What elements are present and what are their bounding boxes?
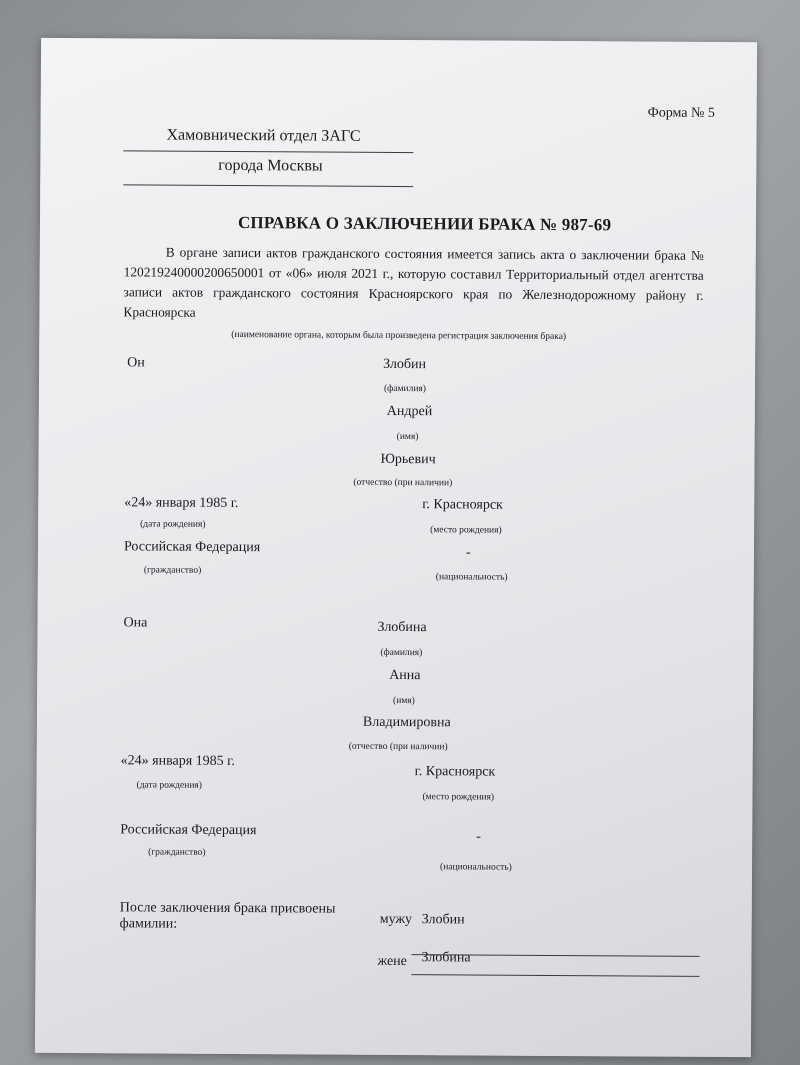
she-surname-caption: (фамилия) [380,647,423,659]
intro-paragraph [123,242,703,326]
husband-surname: Злобин [421,912,465,928]
he-name-caption: (имя) [396,432,419,443]
she-patronymic: Владимировна [362,714,451,731]
he-label: Он [127,355,145,371]
he-birth-place: г. Красноярск [422,497,503,513]
he-surname-caption: (фамилия) [383,383,426,395]
he-patronymic-caption: (отчество (при наличии) [353,477,453,489]
she-birth-place: г. Красноярск [414,764,496,780]
she-name-caption: (имя) [393,695,415,707]
registry-city-rule [123,184,413,187]
she-birth-date: «24» января 1985 г. [120,753,235,770]
he-birth-place-caption: (место рождения) [430,525,502,536]
wife-surname: Злобина [421,950,471,966]
after-marriage-label-line2: фамилии: [119,916,178,932]
husband-label: мужу [379,911,413,928]
she-surname: Злобина [377,619,427,636]
after-marriage-label [120,900,336,933]
he-citizenship: Российская Федерация [123,539,261,556]
he-name: Андрей [386,403,433,420]
he-citizenship-caption: (гражданство) [143,565,202,576]
registry-body-caption: (наименование органа, которым была произведена регистрация заключения брака) [231,329,567,343]
he-birth-date: «24» января 1985 г. [124,495,239,512]
she-name: Анна [389,667,421,684]
he-birth-date-caption: (дата рождения) [140,519,206,530]
registry-office-rule [123,150,413,153]
she-patronymic-caption: (отчество (при наличии) [348,741,448,753]
wife-surname-rule [411,974,699,977]
certificate-title: СПРАВКА О ЗАКЛЮЧЕНИИ БРАКА № 987-69 [237,213,612,235]
intro-text: В органе записи актов гражданского состояния имеется запись акта о заключении брака № 120219240000200650001 от «06» июля 2021 г., которую составил Территориальный отдел агентства записи актов гражданского состояния Красноярского края по Железнодорожному району г. Красноярска [123,244,704,320]
she-citizenship: Российская Федерация [120,822,257,839]
she-birth-date-caption: (дата рождения) [136,780,202,791]
form-number: Форма № 5 [647,105,715,121]
he-patronymic: Юрьевич [380,451,436,468]
she-nationality: - [476,829,481,845]
she-label: Она [123,615,148,631]
she-birth-place-caption: (место рождения) [422,792,495,803]
he-nationality: - [465,545,471,561]
after-marriage-label-line1: После заключения брака присвоены [119,900,336,917]
she-citizenship-caption: (гражданство) [148,847,206,858]
she-nationality-caption: (национальность) [440,862,512,873]
he-nationality-caption: (национальность) [435,572,508,583]
he-surname: Злобин [383,356,427,373]
registry-office-city: города Москвы [218,156,323,175]
certificate-page [35,38,757,1057]
wife-label: жене [377,953,407,970]
registry-office-name: Хамовнический отдел ЗАГС [166,126,361,145]
